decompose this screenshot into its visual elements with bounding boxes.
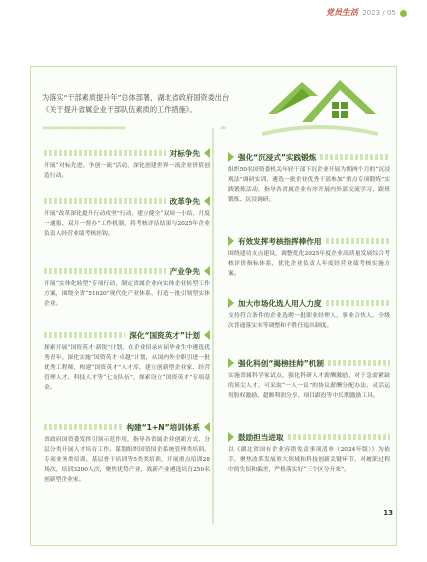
dotted-line [326, 300, 390, 306]
dotted-line [44, 150, 166, 156]
section-body: 开展“改革深化提升行动攻坚”行动，建立健全“双周一小结、月度一通报、双月一督办”工作机制，将考核评估结果与2025年企业负责人经营业绩考核挂钩。 [44, 211, 210, 237]
section-header [228, 236, 390, 246]
issue-meta: 2023 / 05 [362, 9, 396, 17]
dotted-line [328, 360, 390, 366]
triangle-icon [204, 422, 210, 432]
section-title: 改革争先 [169, 196, 200, 206]
section-body: 省政府国资委发挥引领示范作用，指导各省属企业创新方式、分层分类开展人才培育工作。谋划组织国资国企系统管理类培训、专项业务类培训、基层骨干培训等5类类培训，开展重点培训28场次、培训3200人次，聚焦优势产业、战新产业遴选培育250名创新型企业家。 [44, 437, 210, 483]
section-header [44, 330, 210, 340]
circle-icon [400, 10, 407, 17]
section-body: 探索开展“国资英才·新锐”计划，在企业招录应届毕业生中遴选优秀青年。深化实施“国资英才·卓越”计划，从国内外全职引进一批优秀工程师，构建“国资英才”人才库，建立创新型企业家、经营管理人才、科技人才等“七支队伍”，探索设立“国资英才”专项基金。 [44, 345, 210, 391]
section-header [44, 196, 210, 206]
section-body: 开展“对标先进、争创一流”活动，深化创建世界一流企业价值创造行动。 [44, 163, 210, 179]
magazine-logo: 党员生活 [326, 8, 358, 17]
section-header [44, 148, 210, 158]
triangle-icon [204, 266, 210, 276]
section-title: 鼓励担当进取 [238, 432, 284, 442]
section-header [228, 298, 390, 308]
section-industry [44, 266, 210, 309]
section-header [228, 152, 390, 162]
section-talent-plan [44, 330, 210, 393]
section-title: 对标争先 [169, 148, 200, 158]
dotted-line [44, 198, 166, 204]
triangle-icon [204, 148, 210, 158]
section-market-hiring [228, 298, 390, 331]
section-body: 以《湖北省国有企业容错免责事项清单（2024年版）》为依手，聚焦改革发展重大领域和科技创新关键环节，对履职过程中的失误和偏差，严格落实好“三个区分开来”。 [228, 447, 390, 473]
section-reform [44, 196, 210, 239]
section-benchmarking [44, 148, 210, 181]
section-title: 构建“1+N”培训体系 [126, 422, 200, 432]
section-body: 实施省属科学家试点，强化科研人才薪酬激励，对于急需紧缺的顶尖人才，可采取“一人一议”的协议薪酬分配办法，灵活运用股权激励、超额利润分享、项目跟投等中长期激励工具。 [228, 373, 390, 399]
section-header [228, 432, 390, 442]
section-training [44, 422, 210, 485]
section-innovation [228, 358, 390, 401]
section-body: 组织50名国资委机关年轻干部下沉企业开展为期两个月的“沉浸观法”调研实训，遴选一批企业优秀干部参加“重点专项锻炼”实践锻炼活动，指导各省属企业有序开展内外部交流学习、跟班锻炼、沉浸调研。 [228, 167, 390, 203]
triangle-icon [204, 196, 210, 206]
page-header [0, 0, 427, 26]
chevrons-icon: ››› [220, 124, 226, 132]
dotted-line [326, 238, 390, 244]
house-roof-illustration [262, 74, 378, 140]
section-title: 产业争先 [169, 266, 200, 276]
section-title: 有效发挥考核指挥棒作用 [238, 236, 322, 246]
column-divider [212, 128, 214, 524]
section-body: 围绕建功支点建设，调整优化2025年度企业高质量发展综合考核评价指标体系，优化企业负责人年度经营业绩考核实施方案。 [228, 251, 390, 277]
section-title: 深化“国资英才”计划 [129, 330, 200, 340]
dotted-line [320, 154, 390, 160]
magazine-brand [326, 7, 407, 18]
chevrons-icon: ›››››››››››››››››››››››››››››››››››››››››››››› [42, 124, 125, 132]
section-encourage [228, 432, 390, 475]
dotted-line [44, 332, 125, 338]
section-header [228, 358, 390, 368]
page-number: 13 [383, 509, 393, 517]
section-header [44, 422, 210, 432]
section-header [44, 266, 210, 276]
section-practice [228, 152, 390, 205]
section-title: 加大市场化选人用人力度 [238, 298, 322, 308]
section-body: 支持符合条件的企业选聘一批职业经理人，事业合伙人，全级次普通落实末等调整和不胜任退出制度。 [228, 313, 390, 329]
dotted-line [44, 268, 166, 274]
dotted-line [288, 434, 390, 440]
section-assessment [228, 236, 390, 279]
section-title: 强化科创“揭榜挂帅”机制 [238, 358, 324, 368]
section-body: 开展“实体化转型”专项行动，制定省属企业向实体企业转型工作方案，围绕全省“51020”现代化产业体系，打造一批引领型实体企业。 [44, 281, 210, 307]
triangle-icon [204, 330, 210, 340]
lead-paragraph: 为落实“干部素质提升年”总体部署，湖北省政府国资委出台《关于提升省属企业干部队伍素质的工作措施》。 [42, 93, 230, 114]
section-title: 强化“沉浸式”实践锻炼 [238, 152, 317, 162]
dotted-line [44, 424, 122, 430]
